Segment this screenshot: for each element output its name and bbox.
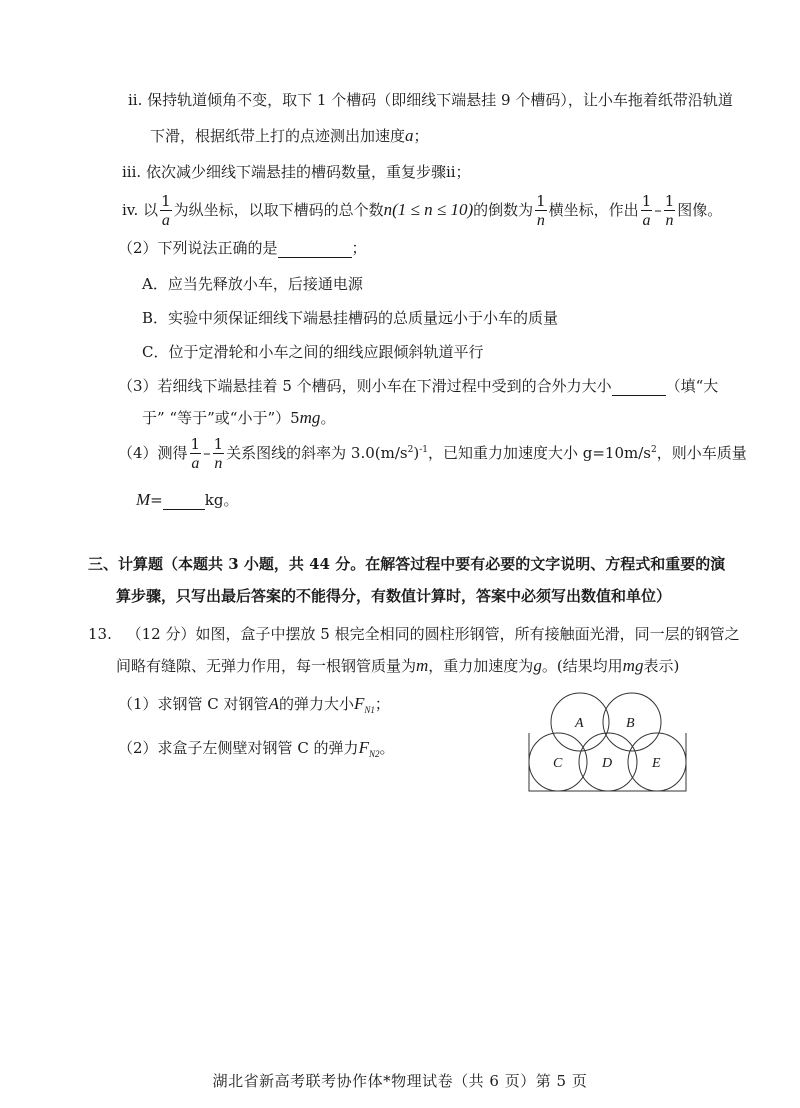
- q13-t2c: 。(结果均用: [541, 657, 623, 675]
- frac-num: 1: [190, 434, 201, 453]
- fraction-1-over-a-b: [641, 191, 653, 229]
- q2-option-b: B．实验中须保证细线下端悬挂槽码的总质量远小于小车的质量: [142, 309, 559, 327]
- step-iv-t5: 图像。: [677, 201, 723, 219]
- q3-line2: [142, 408, 335, 428]
- q13-number: 13.: [88, 625, 112, 643]
- n-range: n(1 ≤ n ≤ 10): [383, 200, 474, 219]
- q13-sub1-b: 的弹力大小: [278, 695, 354, 713]
- section3-title: 三、计算题（本题共 3 小题，共 44 分。在解答过程中要有必要的文字说明、方程式和重要的演: [88, 555, 726, 573]
- q13-sub2-end: 。: [379, 739, 395, 757]
- pipe-label-a: A: [575, 716, 584, 731]
- q2-stem: [118, 238, 367, 258]
- step-ii-line2: [150, 126, 429, 146]
- step-iii-label: iii.: [122, 163, 142, 181]
- step-iii-text: 依次减少细线下端悬挂的槽码数量，重复步骤ii；: [145, 163, 471, 181]
- q3-text: （3）若细线下端悬挂着 5 个槽码，则小车在下滑过程中受到的合外力大小: [118, 377, 612, 395]
- step-ii-label: ii.: [128, 91, 143, 109]
- page-footer: 湖北省新高考联考协作体*物理试卷（共 6 页）第 5 页: [212, 1072, 588, 1090]
- q4-t4: ，已知重力加速度大小 g=10m/s: [427, 444, 651, 462]
- frac-den: n: [536, 211, 545, 229]
- q13-line2: [116, 656, 679, 676]
- step-iv-line: [122, 190, 722, 230]
- q13-t2d: 表示): [643, 657, 680, 675]
- frac-den: n: [214, 454, 223, 472]
- fraction-1-over-n-b: [664, 191, 676, 229]
- step-ii-end: ；: [413, 127, 429, 145]
- step-ii-line1: [128, 90, 733, 110]
- f-var: F: [353, 694, 365, 713]
- unit: kg。: [204, 491, 239, 509]
- sup: 2: [407, 445, 414, 455]
- step-iv-label: iv.: [122, 201, 139, 219]
- answer-blank-q3[interactable]: [612, 379, 666, 396]
- q2-end: ；: [351, 239, 367, 257]
- mass-var: M: [136, 490, 151, 509]
- q2-option-a: A．应当先释放小车，后接通电源: [142, 275, 363, 293]
- pipe-label-d: D: [602, 756, 613, 771]
- q13-sub1-a: （1）求钢管 C 对钢管: [118, 695, 269, 713]
- fraction-1-over-n: [213, 434, 225, 472]
- step-iv-t3: 的倒数为: [473, 201, 534, 219]
- dash: –: [654, 201, 662, 219]
- frac-num: 1: [213, 434, 224, 453]
- q13-sub1-end: ；: [374, 695, 390, 713]
- q13-t2a: 间略有缝隙、无弹力作用，每一根钢管质量为: [116, 657, 417, 675]
- frac-den: a: [642, 211, 651, 229]
- fraction-1-over-n: [535, 191, 547, 229]
- m-var: m: [416, 656, 429, 675]
- frac-num: 1: [641, 191, 652, 210]
- q4-t2: 关系图线的斜率为 3.0(m/s: [226, 444, 408, 462]
- q13-sub2-a: （2）求盒子左侧壁对钢管 C 的弹力: [118, 739, 359, 757]
- step-ii-text: 保持轨道倾角不变，取下 1 个槽码（即细线下端悬挂 9 个槽码），让小车拖着纸带沿轨道: [147, 91, 733, 109]
- q13-t2b: ，重力加速度为: [428, 657, 534, 675]
- frac-num: 1: [664, 191, 675, 210]
- sup: -1: [419, 445, 428, 455]
- q2-stem-text: （2）下列说法正确的是: [118, 239, 278, 257]
- mg-var: mg: [622, 656, 644, 675]
- sup: 2: [650, 445, 657, 455]
- pipes-in-box-figure: [525, 685, 690, 795]
- step-iii-line: [122, 162, 471, 182]
- pipe-label-e: E: [652, 756, 661, 771]
- dash: –: [203, 444, 211, 462]
- frac-num: 1: [161, 191, 171, 210]
- q4-line2: [136, 490, 238, 510]
- q13-sub2: [118, 738, 394, 764]
- answer-blank-q2[interactable]: [278, 241, 352, 258]
- a-var: A: [268, 694, 279, 713]
- q3-text-end: （填“大: [665, 377, 719, 395]
- frac-den: a: [161, 211, 170, 229]
- q13-text: （12 分）如图，盒子中摆放 5 根完全相同的圆柱形钢管，所有接触面光滑，同一层的钢管之: [126, 625, 740, 643]
- sub: N1: [364, 705, 375, 715]
- q3-line1: [118, 376, 718, 396]
- q4-t1: （4）测得: [118, 444, 188, 462]
- accel-var: a: [405, 126, 414, 145]
- q13-line1: [88, 624, 740, 644]
- step-iv-t4: 横坐标，作出: [548, 201, 639, 219]
- pipe-label-c: C: [553, 756, 563, 771]
- step-iv-t1: 以: [143, 201, 159, 219]
- sub: N2: [368, 749, 380, 759]
- mg-var: mg: [299, 408, 321, 427]
- q13-sub1: [118, 694, 390, 720]
- frac-den: n: [665, 211, 674, 229]
- q3-line2-text: 于” “等于”或“小于”）5: [142, 409, 300, 427]
- g-var: g: [533, 656, 542, 675]
- fraction-1-over-a: [190, 434, 202, 472]
- q4-t3: ): [413, 444, 420, 462]
- answer-blank-q4[interactable]: [163, 493, 205, 510]
- q2-option-c: C．位于定滑轮和小车之间的细线应跟倾斜轨道平行: [142, 343, 484, 361]
- q4-t5: ，则小车质量: [656, 444, 747, 462]
- frac-num: 1: [536, 191, 546, 210]
- eq: =: [150, 491, 163, 509]
- frac-den: a: [191, 454, 200, 472]
- section3-title2: 算步骤，只写出最后答案的不能得分，有数值计算时，答案中必须写出数值和单位）: [116, 587, 672, 605]
- q4-line1: [118, 430, 747, 473]
- f-var: F: [358, 738, 369, 757]
- q3-line2-end: 。: [320, 409, 336, 427]
- step-iv-t2: 为纵坐标，以取下槽码的总个数: [173, 201, 384, 219]
- pipe-label-b: B: [626, 716, 635, 731]
- fraction-1-over-a: [160, 191, 172, 229]
- step-ii-text2: 下滑，根据纸带上打的点迹测出加速度: [150, 127, 406, 145]
